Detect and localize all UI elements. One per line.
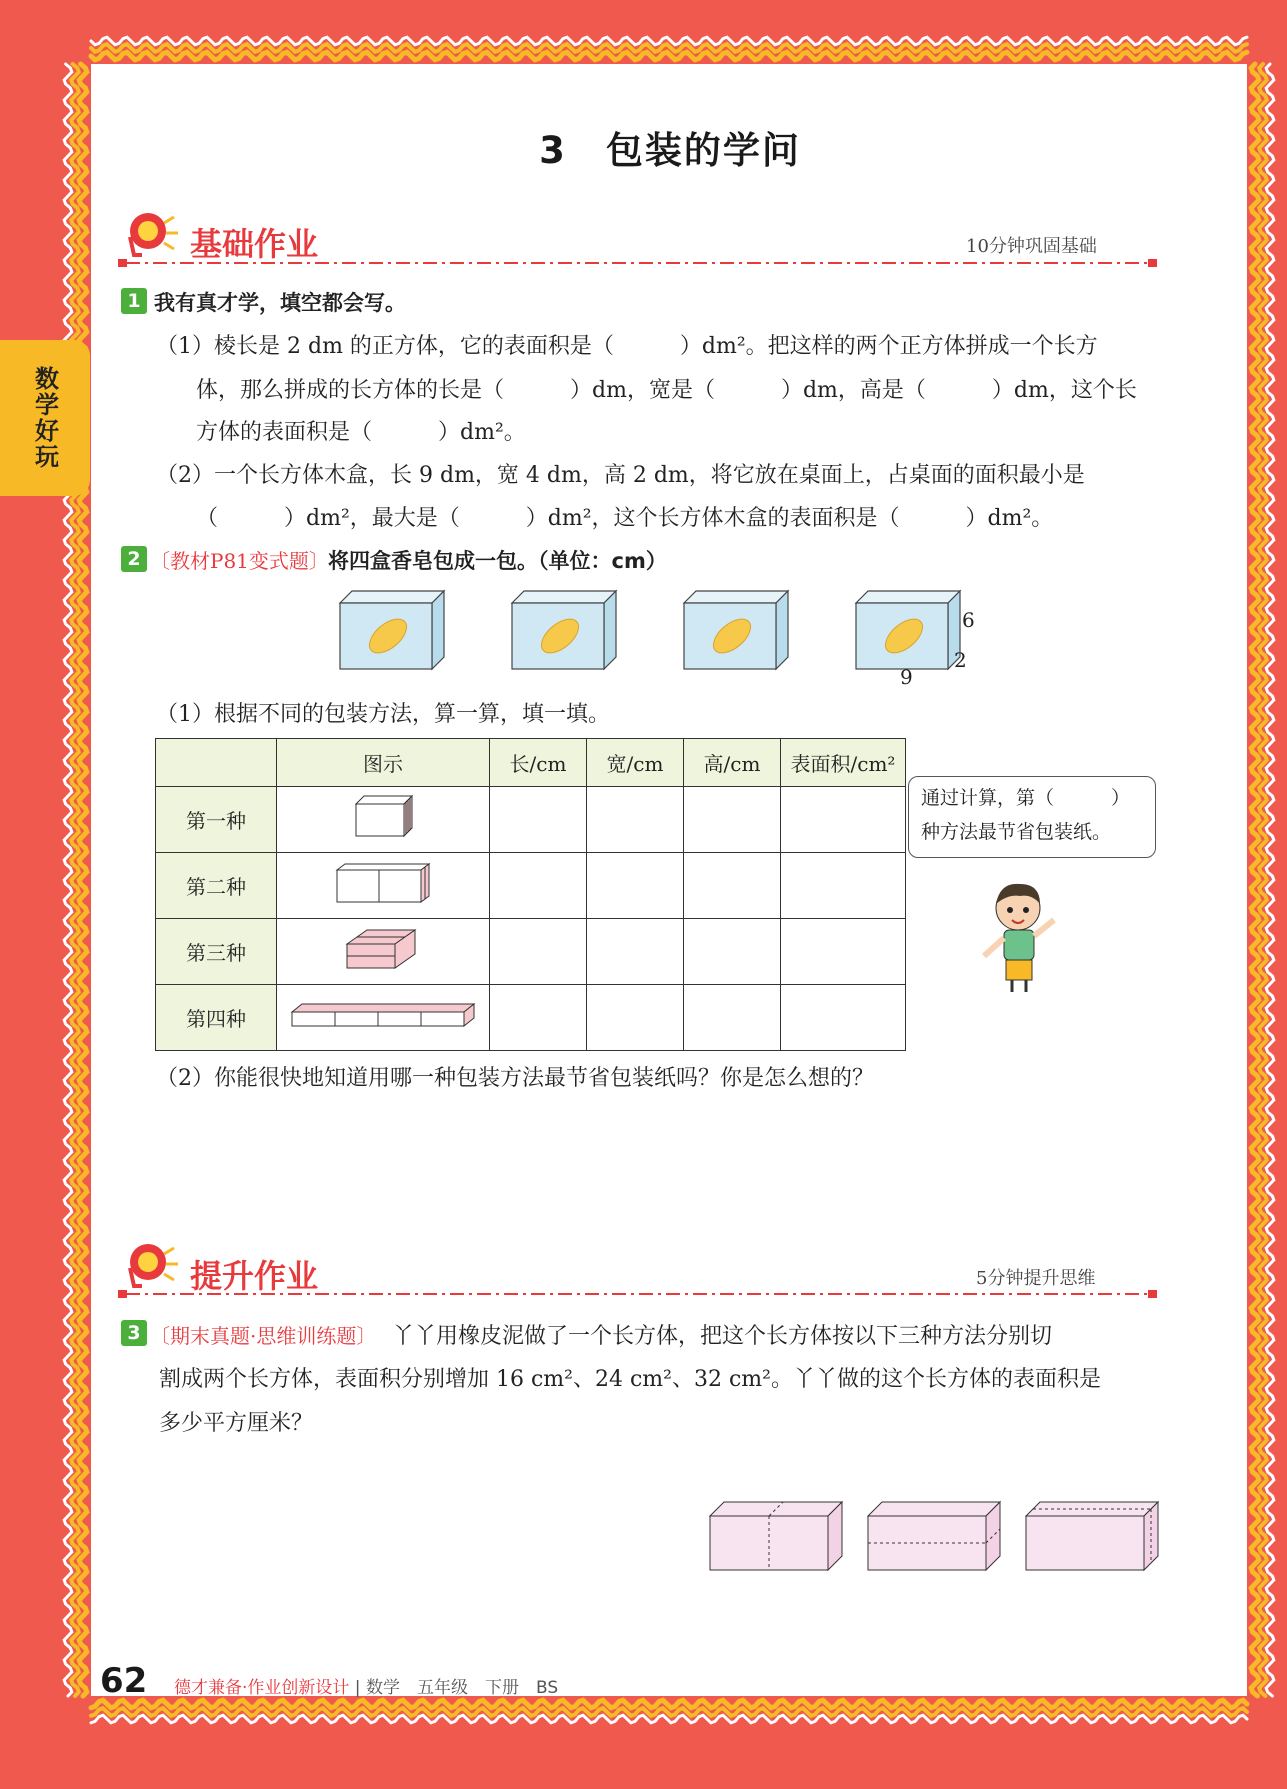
soap-box bbox=[856, 591, 960, 669]
question-line: 方体的表面积是（ ）dm²。 bbox=[196, 420, 526, 445]
question-line: 丫丫用橡皮泥做了一个长方体，把这个长方体按以下三种方法分别切 bbox=[392, 1324, 1053, 1349]
question-line: 割成两个长方体，表面积分别增加 16 cm²、24 cm²、32 cm²。丫丫做的这个长方体的表面积是 bbox=[159, 1367, 1101, 1392]
section-divider bbox=[118, 1288, 1160, 1300]
question-number: 1 bbox=[121, 288, 147, 314]
bubble-line: 通过计算，第（ ） bbox=[921, 787, 1131, 809]
question-line: （1）棱长是 2 dm 的正方体，它的表面积是（ ）dm²。把这样的两个正方体拼成一个长方 bbox=[156, 334, 1098, 359]
lightbulb-icon bbox=[120, 207, 180, 263]
question-line: （2）一个长方体木盒，长 9 dm，宽 4 dm，高 2 dm，将它放在桌面上，占桌面的面积最小是 bbox=[156, 463, 1085, 488]
table-header: 长/cm bbox=[490, 739, 587, 787]
answer-cell[interactable] bbox=[781, 919, 906, 985]
answer-cell[interactable] bbox=[587, 787, 684, 853]
footer-info: 德才兼备·作业创新设计 | 数学 五年级 下册 BS bbox=[174, 1678, 559, 1698]
stack-flat-icon bbox=[343, 926, 423, 972]
section-subtitle-basic: 10分钟巩固基础 bbox=[966, 236, 1097, 257]
question-line: （ ）dm²，最大是（ ）dm²，这个长方体木盒的表面积是（ ）dm²。 bbox=[196, 506, 1054, 531]
question-line: 体，那么拼成的长方体的长是（ ）dm，宽是（ ）dm，高是（ ）dm，这个长 bbox=[196, 378, 1137, 403]
answer-cell[interactable] bbox=[781, 787, 906, 853]
answer-cell[interactable] bbox=[781, 985, 906, 1051]
question-number: 2 bbox=[121, 546, 147, 572]
soap-box bbox=[340, 591, 444, 669]
dimension-label-length: 9 bbox=[900, 665, 913, 685]
footer-brand: 德才兼备·作业创新设计 bbox=[174, 1678, 350, 1698]
arrangement-diagram bbox=[277, 787, 490, 853]
question-source-tag: 〔教材P81变式题〕 bbox=[150, 549, 329, 573]
answer-cell[interactable] bbox=[684, 919, 781, 985]
side-tab bbox=[0, 340, 90, 496]
frame-wave bbox=[91, 1700, 1247, 1708]
table-header: 宽/cm bbox=[587, 739, 684, 787]
soap-box bbox=[512, 591, 616, 669]
dimension-label-height: 6 bbox=[962, 608, 975, 632]
section-divider bbox=[118, 257, 1160, 269]
page-title: 3 包装的学问 bbox=[539, 129, 801, 172]
table-header: 表面积/cm² bbox=[781, 739, 906, 787]
bubble-line: 种方法最节省包装纸。 bbox=[921, 821, 1112, 843]
answer-cell[interactable] bbox=[587, 985, 684, 1051]
question-line: 多少平方厘米？ bbox=[159, 1411, 314, 1436]
question-prompt: 将四盒香皂包成一包。（单位：cm） bbox=[328, 549, 667, 573]
cut-box-horizontal bbox=[868, 1502, 1000, 1570]
answer-cell[interactable] bbox=[490, 787, 587, 853]
cut-box-vertical bbox=[710, 1502, 842, 1570]
row-label: 第一种 bbox=[156, 787, 277, 853]
arrangement-diagram bbox=[277, 985, 490, 1051]
answer-cell[interactable] bbox=[490, 919, 587, 985]
section-subtitle-advanced: 5分钟提升思维 bbox=[976, 1268, 1096, 1289]
packing-table bbox=[155, 738, 906, 1051]
table-row bbox=[156, 985, 906, 1051]
section-title-advanced: 提升作业 bbox=[190, 1257, 319, 1295]
frame-wave bbox=[91, 52, 1247, 60]
table-row bbox=[156, 853, 906, 919]
footer-book-info: 数学 五年级 下册 BS bbox=[365, 1678, 559, 1698]
answer-cell[interactable] bbox=[490, 985, 587, 1051]
stack-4-depth-icon bbox=[348, 792, 418, 842]
section-title-basic: 基础作业 bbox=[190, 225, 319, 263]
answer-cell[interactable] bbox=[587, 853, 684, 919]
stack-row-icon bbox=[288, 1000, 478, 1030]
answer-cell[interactable] bbox=[490, 853, 587, 919]
answer-cell[interactable] bbox=[781, 853, 906, 919]
answer-cell[interactable] bbox=[587, 919, 684, 985]
table-header bbox=[156, 739, 277, 787]
arrangement-diagram bbox=[277, 853, 490, 919]
table-header-row bbox=[156, 739, 906, 787]
table-header: 高/cm bbox=[684, 739, 781, 787]
table-row bbox=[156, 919, 906, 985]
soap-box bbox=[684, 591, 788, 669]
question-prompt: 我有真才学，填空都会写。 bbox=[154, 291, 406, 315]
speech-bubble bbox=[908, 776, 1156, 858]
row-label: 第三种 bbox=[156, 919, 277, 985]
table-header: 图示 bbox=[277, 739, 490, 787]
row-label: 第二种 bbox=[156, 853, 277, 919]
answer-cell[interactable] bbox=[684, 985, 781, 1051]
subquestion-2: （2）你能很快地知道用哪一种包装方法最节省包装纸吗？你是怎么想的？ bbox=[156, 1066, 874, 1091]
page-number: 62 bbox=[100, 1661, 148, 1701]
dimension-label-width: 2 bbox=[954, 648, 967, 672]
row-label: 第四种 bbox=[156, 985, 277, 1051]
answer-cell[interactable] bbox=[684, 787, 781, 853]
question-number: 3 bbox=[121, 1320, 147, 1346]
cut-boxes-figure bbox=[704, 1496, 1164, 1576]
stack-2x2-icon bbox=[333, 860, 433, 906]
boy-character-illustration bbox=[974, 876, 1070, 994]
arrangement-diagram bbox=[277, 919, 490, 985]
lightbulb-icon bbox=[120, 1238, 180, 1294]
question-source-tag: 〔期末真题·思维训练题〕 bbox=[150, 1324, 377, 1348]
soap-boxes-figure bbox=[330, 585, 990, 685]
table-row bbox=[156, 787, 906, 853]
subquestion-1: （1）根据不同的包装方法，算一算，填一填。 bbox=[156, 702, 610, 727]
cut-box-depth bbox=[1026, 1502, 1158, 1570]
answer-cell[interactable] bbox=[684, 853, 781, 919]
side-tab-label: 数学好玩 bbox=[30, 366, 59, 470]
